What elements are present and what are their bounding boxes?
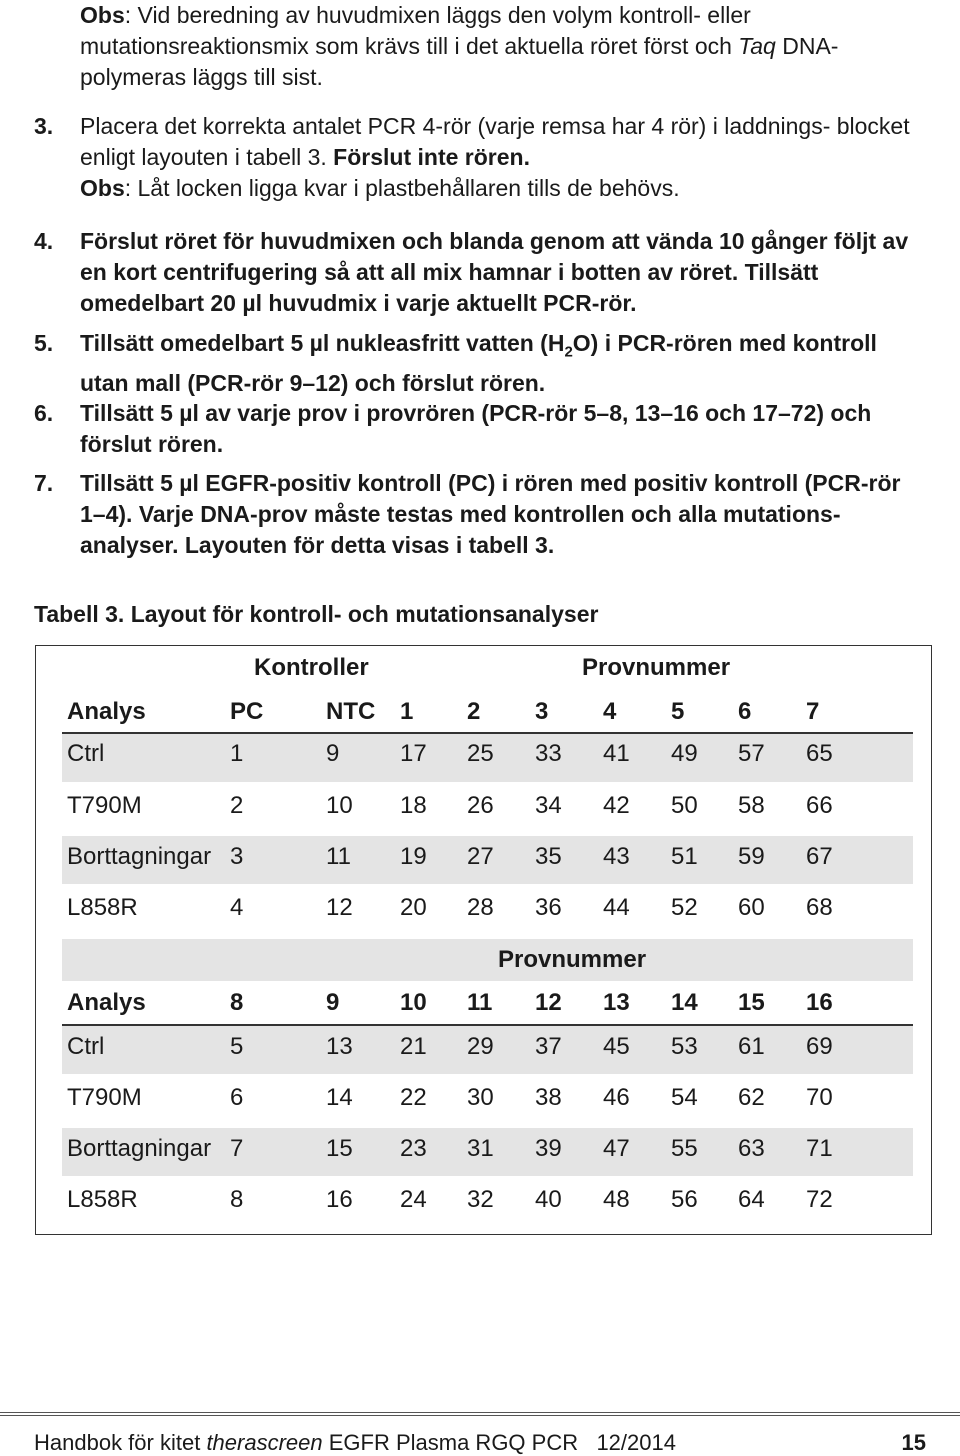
table-cell: 52	[671, 894, 698, 921]
table-cell: 62	[738, 1084, 765, 1111]
table-cell: 41	[603, 740, 630, 767]
header-cell: 3	[535, 698, 549, 725]
table-cell: 5	[230, 1033, 244, 1060]
table-cell: 27	[467, 843, 494, 870]
table-cell: 1	[230, 740, 244, 767]
table-cell: 72	[806, 1186, 833, 1213]
step-note-label: Obs	[80, 175, 125, 201]
table-cell: L858R	[67, 1186, 138, 1213]
header-cell: 9	[326, 989, 340, 1016]
header-cell: Analys	[67, 989, 146, 1016]
table-cell: 26	[467, 792, 494, 819]
table-cell: 31	[467, 1135, 494, 1162]
table-cell: 11	[326, 843, 351, 870]
table-cell: L858R	[67, 894, 138, 921]
table-cell: 6	[230, 1084, 244, 1111]
step-text: Tillsätt 5 µl av varje prov i provrören (PCR-rör 5–8, 13–16 och 17–72) och förslut rören.	[80, 400, 872, 457]
table-cell: 57	[738, 740, 765, 767]
step-text-b: O) i PCR-rören med kontroll utan mall (PCR-rör 9–12) och förslut rören.	[80, 330, 877, 396]
table-cell: 50	[671, 792, 698, 819]
table-cell: 48	[603, 1186, 630, 1213]
table-cell: 63	[738, 1135, 765, 1162]
group-header-provnummer: Provnummer	[498, 946, 647, 973]
header-cell: 1	[400, 698, 414, 725]
step-text-a: Tillsätt omedelbart 5 µl nukleasfritt vatten (H	[80, 330, 565, 356]
step-5	[34, 328, 914, 399]
header-cell: 2	[467, 698, 481, 725]
header-cell: NTC	[326, 698, 376, 725]
table-cell: 32	[467, 1186, 494, 1213]
note-text-a: : Vid beredning av huvudmixen läggs den volym kontroll- eller mutationsreaktionsmix som krävs till i det aktuella röret först och	[80, 2, 751, 59]
step-3	[34, 111, 914, 204]
step-7	[34, 468, 914, 561]
header-cell: 15	[738, 989, 765, 1016]
table-cell: 38	[535, 1084, 562, 1111]
table-cell: 55	[671, 1135, 698, 1162]
table-cell: 24	[400, 1186, 427, 1213]
table-cell: Ctrl	[67, 740, 105, 767]
table-cell: 12	[326, 894, 353, 921]
intro-note	[80, 0, 920, 93]
table-cell: 46	[603, 1084, 630, 1111]
step-note-text: : Låt locken ligga kvar i plastbehållaren tills de behövs.	[124, 175, 680, 201]
footer-brand: therascreen	[206, 1430, 323, 1455]
step-text: Förslut röret för huvudmixen och blanda genom att vända 10 gånger följt av en kort centrifugering så att all mix hamnar i botten av röret. Tillsätt omedelbart 20 µl huvudmix i varje aktuellt PCR-rör.	[80, 228, 909, 316]
table-cell: 19	[400, 843, 427, 870]
table-cell: 54	[671, 1084, 698, 1111]
table-cell: Borttagningar	[67, 843, 212, 870]
table-cell: T790M	[67, 1084, 142, 1111]
step-4	[34, 226, 914, 319]
step-number: 3.	[34, 113, 54, 139]
note-text-b: DNA-polymeras läggs till sist.	[80, 33, 839, 90]
header-cell: PC	[230, 698, 264, 725]
table-cell: 33	[535, 740, 562, 767]
table-cell: 14	[326, 1084, 353, 1111]
table-cell: 15	[326, 1135, 353, 1162]
table-cell: 61	[738, 1033, 765, 1060]
step-number: 4.	[34, 228, 54, 254]
header-cell: 4	[603, 698, 617, 725]
table-cell: 69	[806, 1033, 833, 1060]
table-cell: T790M	[67, 792, 142, 819]
table-cell: 65	[806, 740, 833, 767]
table-cell: 21	[400, 1033, 427, 1060]
table-caption: Tabell 3. Layout för kontroll- och mutationsanalyser	[34, 601, 599, 627]
table-cell: 9	[326, 740, 340, 767]
table-cell: 8	[230, 1186, 244, 1213]
header-cell: 8	[230, 989, 244, 1016]
table-cell: 45	[603, 1033, 630, 1060]
table-cell: 67	[806, 843, 833, 870]
table-cell: 39	[535, 1135, 562, 1162]
table-cell: 70	[806, 1084, 833, 1111]
header-cell: 7	[806, 698, 820, 725]
table-cell: 28	[467, 894, 494, 921]
step-number: 6.	[34, 400, 54, 426]
table-cell: 47	[603, 1135, 630, 1162]
header-cell: 5	[671, 698, 685, 725]
table-cell: 64	[738, 1186, 765, 1213]
layout-table	[35, 645, 932, 1235]
table-cell: 18	[400, 792, 427, 819]
table-cell: 23	[400, 1135, 427, 1162]
table-cell: 42	[603, 792, 630, 819]
step-text: Tillsätt 5 µl EGFR-positiv kontroll (PC) i rören med positiv kontroll (PCR-rör 1–4). Varje DNA-prov måste testas med kontrollen och alla mutations- analyser. Layouten för detta visas i tabell 3.	[80, 470, 901, 558]
step-6	[34, 398, 914, 460]
header-cell: 13	[603, 989, 630, 1016]
row-shade	[62, 939, 913, 981]
table-cell: 37	[535, 1033, 562, 1060]
table-cell: 44	[603, 894, 630, 921]
table-cell: 13	[326, 1033, 353, 1060]
header-cell: 14	[671, 989, 698, 1016]
header-cell: Analys	[67, 698, 146, 725]
page-number: 15	[901, 1430, 926, 1455]
taq-text: Taq	[738, 33, 776, 59]
table-cell: 7	[230, 1135, 244, 1162]
table-cell: 36	[535, 894, 562, 921]
table-cell: 29	[467, 1033, 494, 1060]
table-cell: 35	[535, 843, 562, 870]
table-cell: 58	[738, 792, 765, 819]
table-cell: 22	[400, 1084, 427, 1111]
footer-title: Handbok för kitet therascreen EGFR Plasma RGQ PCR 12/2014	[34, 1430, 676, 1455]
step-number: 5.	[34, 330, 54, 356]
step-number: 7.	[34, 470, 54, 496]
table-cell: 30	[467, 1084, 494, 1111]
table-cell: 56	[671, 1186, 698, 1213]
group-header-kontroller: Kontroller	[254, 654, 369, 681]
table-cell: 59	[738, 843, 765, 870]
table-cell: 25	[467, 740, 494, 767]
table-cell: 2	[230, 792, 244, 819]
table-cell: 66	[806, 792, 833, 819]
step-subscript: 2	[564, 343, 573, 361]
table-cell: 16	[326, 1186, 353, 1213]
header-cell: 16	[806, 989, 833, 1016]
step-bold-text: Förslut inte rören.	[333, 144, 530, 170]
header-cell: 6	[738, 698, 752, 725]
header-cell: 12	[535, 989, 562, 1016]
table-cell: 34	[535, 792, 562, 819]
footer-rule	[0, 1412, 960, 1416]
table-cell: Ctrl	[67, 1033, 105, 1060]
table-cell: 3	[230, 843, 244, 870]
header-rule	[62, 732, 913, 734]
table-cell: 4	[230, 894, 244, 921]
table-cell: 43	[603, 843, 630, 870]
table-cell: 40	[535, 1186, 562, 1213]
table-cell: 71	[806, 1135, 833, 1162]
step-text: Placera det korrekta antalet PCR 4-rör (varje remsa har 4 rör) i laddnings- blocket enligt layouten i tabell 3.	[80, 113, 910, 170]
table-cell: 68	[806, 894, 833, 921]
table-cell: 60	[738, 894, 765, 921]
note-label: Obs	[80, 2, 125, 28]
table-cell: 10	[326, 792, 353, 819]
table-cell: 53	[671, 1033, 698, 1060]
header-cell: 11	[467, 989, 493, 1016]
table-cell: Borttagningar	[67, 1135, 212, 1162]
header-rule	[62, 1024, 913, 1026]
table-cell: 51	[671, 843, 698, 870]
group-header-provnummer: Provnummer	[582, 654, 731, 681]
table-cell: 17	[400, 740, 427, 767]
header-cell: 10	[400, 989, 427, 1016]
table-cell: 20	[400, 894, 427, 921]
table-cell: 49	[671, 740, 698, 767]
